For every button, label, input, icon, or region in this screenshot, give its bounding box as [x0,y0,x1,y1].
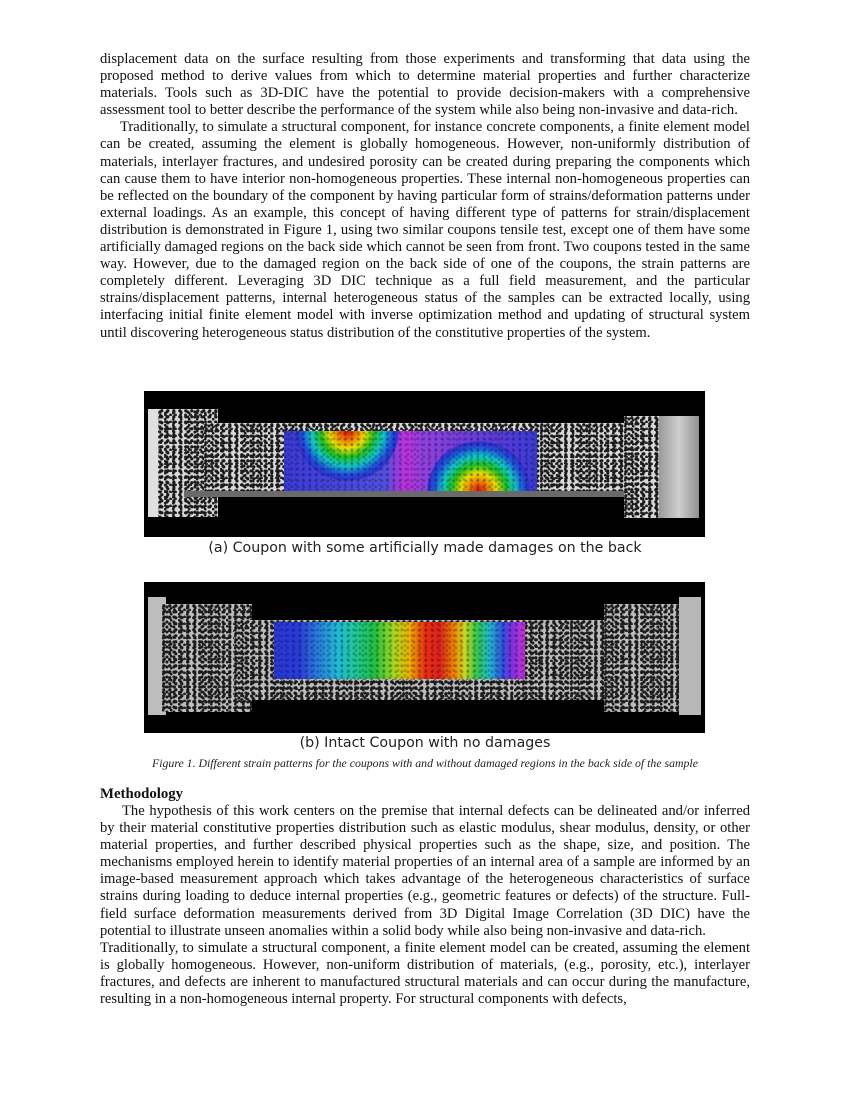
figure-1b-intact-coupon-image [144,582,705,733]
coupon-right-edge [679,597,701,715]
figure-1-caption: Figure 1. Different strain patterns for the coupons with and without damaged regions in the back side of the sample [152,756,698,770]
paragraph: Traditionally, to simulate a structural component, for instance concrete components, a finite element model can be created, assuming the element is globally homogeneous. However, non-uniformly distribution of materials, interlayer fractures, and undesired porosity can be created during preparing the components which can cause them to have interior non-homogeneous properties. These internal non-homogeneous properties can be reflected on the boundary of the component by having particular form of strains/deformation patterns under external loadings. As an example, this concept of having different type of patterns for strain/displacement distribution is demonstrated in Figure 1, using two similar coupons tensile test, except one of them have some artificially damaged regions on the back side which cannot be seen from front. Two coupons tested in the same way. However, due to the damaged region on the back side of one of the coupons, the strain patterns are completely different. Leveraging 3D DIC technique as a full field measurement, and the particular strains/displacement patterns, internal heterogeneous status of the samples can be extracted locally, using interfacing initial finite element model with inverse optimization method and updating of structural system until discovering heterogeneous status distribution of the constitutive properties of the system. [100,119,750,341]
coupon-right-edge [659,416,699,518]
figure-1a-caption: (a) Coupon with some artificially made damages on the back [208,540,642,556]
figure-1b-caption: (b) Intact Coupon with no damages [299,735,551,751]
speckle-overlay [274,622,525,679]
methodology-section [100,786,750,1008]
section-heading: Methodology [100,786,184,802]
intro-text-block [100,51,750,342]
coupon-bottom-edge [184,491,654,497]
figure-1a-damaged-coupon-image [144,391,705,537]
paragraph: The hypothesis of this work centers on the premise that internal defects can be delineated and/or inferred by their material constitutive properties distribution such as elastic modulus, shear modulus, density, or other material properties, and further described physical properties such as the shape, size, and position. The mechanisms employed herein to identify material properties of an internal area of a sample are informed by an image-based measurement approach which takes advantage of the heterogeneous characteristics of surface strains during loading to deduce internal properties (e.g., geometric features or defects) of the structure. Full-field surface deformation measurements derived from 3D Digital Image Correlation (3D DIC) have the potential to illustrate unseen anomalies within a solid body while also being non-invasive and data-rich. [100,803,750,939]
coupon-right-grip [604,604,689,712]
coupon-left-edge [148,409,158,517]
paragraph: Traditionally, to simulate a structural component, a finite element model can be created, assuming the element is globally homogeneous. However, non-uniform distribution of materials, (e.g., porosity, etc.), interlayer fractures, and defects are inherent to manufactured structural materials and can occur during the manufacture, resulting in a non-homogeneous internal property. For structural components with defects, [100,939,750,1008]
speckle-overlay [284,431,537,491]
strain-field-intact [274,622,525,679]
paragraph: displacement data on the surface resulting from those experiments and transforming that data using the proposed method to derive values from which to determine material properties and further characterize materials. Tools such as 3D-DIC have the potential to provide decision-makers with a comprehensive assessment tool to better describe the performance of the system while also being non-invasive and data-rich. [100,51,750,119]
strain-field-damaged [284,431,537,491]
